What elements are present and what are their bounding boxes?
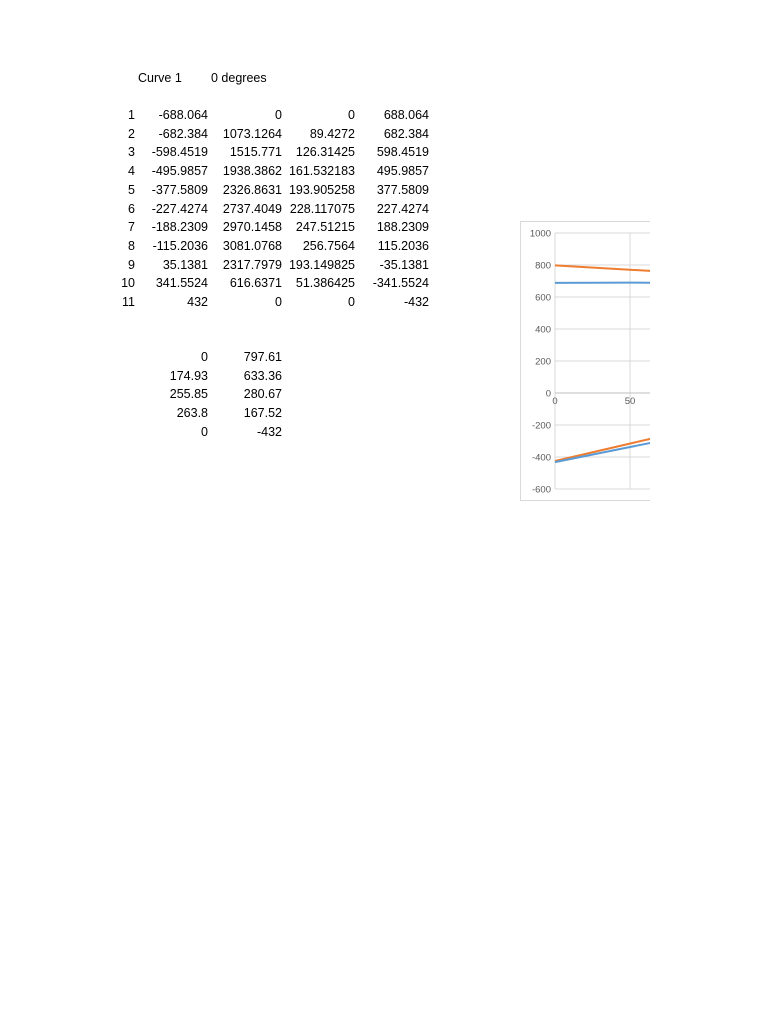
cell-y: 167.52 [243, 406, 282, 421]
cell-col-d: 495.9857 [376, 164, 429, 179]
cell-col-a: 35.1381 [162, 257, 208, 272]
cell-y: 280.67 [243, 387, 282, 402]
cell-col-c: 161.532183 [288, 164, 355, 179]
cell-col-c: 126.31425 [295, 145, 355, 160]
cell-col-b: 1938.3862 [222, 164, 282, 179]
cell-col-d: 188.2309 [376, 220, 429, 235]
cell-col-a: -598.4519 [151, 145, 208, 160]
cell-col-c: 247.51215 [295, 220, 355, 235]
y-tick-label: -600 [531, 484, 551, 496]
cell-col-b: 1515.771 [229, 145, 282, 160]
x-tick-label: 50 [624, 396, 636, 407]
cell-col-b: 1073.1264 [222, 126, 282, 141]
y-tick-label: 800 [535, 260, 551, 272]
cell-x: 255.85 [169, 387, 208, 402]
cell-col-d: -432 [403, 295, 429, 309]
cell-col-b: 0 [275, 108, 282, 122]
cell-col-b: 2326.8631 [222, 182, 282, 197]
cell-col-a: -495.9857 [151, 164, 208, 179]
y-tick-label: 1000 [529, 228, 551, 240]
x-tick-label: 0 [552, 396, 558, 407]
chart-svg [520, 221, 650, 501]
cell-row-index: 7 [128, 220, 135, 235]
cell-col-a: -682.384 [158, 126, 208, 141]
cell-col-a: -377.5809 [151, 182, 208, 197]
cell-col-b: 2737.4049 [222, 201, 282, 216]
cell-y: -432 [256, 424, 282, 439]
cell-col-c: 0 [348, 295, 355, 309]
angle-label: 0 degrees [211, 71, 267, 85]
cell-col-b: 616.6371 [229, 276, 282, 291]
cell-row-index: 3 [128, 145, 135, 160]
cell-col-c: 193.149825 [288, 257, 355, 272]
cell-x: 263.8 [176, 406, 208, 421]
cell-col-d: 227.4274 [376, 201, 429, 216]
cell-col-c: 193.905258 [288, 182, 355, 197]
cell-col-c: 89.4272 [309, 126, 355, 141]
cell-row-index: 2 [128, 126, 135, 141]
cell-col-a: -227.4274 [151, 201, 208, 216]
y-tick-label: 200 [535, 356, 551, 368]
cell-col-a: 341.5524 [155, 276, 208, 291]
cell-row-index: 5 [128, 182, 135, 197]
cell-y: 797.61 [243, 350, 282, 364]
cell-col-d: 115.2036 [377, 238, 429, 253]
cell-col-d: -341.5524 [372, 276, 429, 291]
y-tick-label: 0 [545, 388, 551, 400]
cell-y: 633.36 [243, 368, 282, 383]
cell-col-b: 2317.7979 [222, 257, 282, 272]
cell-col-a: -688.064 [158, 108, 208, 122]
y-tick-label: -200 [531, 420, 551, 432]
cell-col-d: 688.064 [383, 108, 429, 122]
cell-col-c: 256.7564 [302, 238, 355, 253]
cell-x: 0 [201, 350, 208, 364]
cell-col-c: 0 [348, 108, 355, 122]
cell-col-b: 3081.0768 [222, 238, 282, 253]
cell-col-d: 377.5809 [376, 182, 429, 197]
cell-row-index: 8 [128, 238, 135, 253]
cell-col-c: 51.386425 [295, 276, 355, 291]
cell-row-index: 9 [128, 257, 135, 272]
cell-row-index: 10 [121, 276, 135, 291]
cell-col-c: 228.117075 [289, 201, 355, 216]
y-tick-label: -400 [531, 452, 551, 464]
cell-col-d: 598.4519 [376, 145, 429, 160]
cell-col-b: 0 [275, 295, 282, 309]
curve-label: Curve 1 [138, 71, 182, 85]
y-tick-label: 600 [535, 292, 551, 304]
cell-x: 0 [201, 424, 208, 439]
cell-col-d: 682.384 [383, 126, 429, 141]
cell-col-a: -115.2036 [152, 238, 208, 253]
cell-col-d: -35.1381 [379, 257, 429, 272]
line-chart [520, 221, 650, 501]
cell-row-index: 6 [128, 201, 135, 216]
y-tick-label: 400 [535, 324, 551, 336]
cell-col-a: 432 [187, 295, 208, 309]
cell-col-a: -188.2309 [151, 220, 208, 235]
cell-col-b: 2970.1458 [222, 220, 282, 235]
cell-row-index: 1 [128, 108, 135, 122]
cell-row-index: 11 [122, 295, 135, 309]
cell-row-index: 4 [128, 164, 135, 179]
cell-x: 174.93 [169, 368, 208, 383]
